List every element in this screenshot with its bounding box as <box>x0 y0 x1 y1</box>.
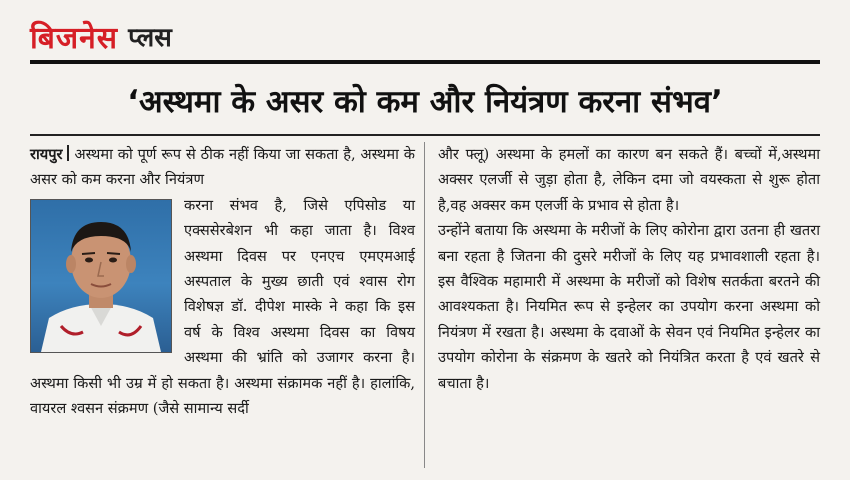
article-right-column <box>438 142 820 396</box>
paragraph-continuation: और फ्लू) अस्थमा के हमलों का कारण बन सकते हैं। बच्चों में,अस्थमा अक्सर एलर्जी से जुड़ा होता है, लेकिन दमा जो वयस्कता से शुरू होता है,वह अक्सर कम एलर्जी के प्रभाव से होता है। <box>438 146 820 214</box>
section-name-black: प्लस <box>128 23 172 53</box>
headline: ‘अस्थमा के असर को कम और नियंत्रण करना संभव’ <box>127 84 723 120</box>
section-header <box>30 10 820 62</box>
dateline-separator <box>67 145 69 161</box>
dateline: रायपुर <box>30 146 63 163</box>
section-rule <box>30 60 820 64</box>
left-body-text: करना संभव है, जिसे एपिसोड या एक्ससेरबेशन भी कहा जाता है। विश्व अस्थमा दिवस पर एनएच एमएमआई अस्पताल के मुख्य छाती एवं श्वास रोग विशेषज्ञ डॉ. दीपेश मास्के ने कहा कि इस वर्ष के विश्व अस्थमा दिवस का विषय अस्थमा की भ्रांति को उजागर करना है। अस्थमा किसी भी उम्र में हो सकता है। अस्थमा संक्रामक नहीं है। हालांकि, वायरल श्वसन संक्रमण (जैसे सामान्य सर्दी <box>30 196 415 418</box>
lead-text: अस्थमा को पूर्ण रूप से ठीक नहीं किया जा सकता है, अस्थमा के असर को कम करना और नियंत्रण <box>30 146 415 189</box>
section-name-red: बिजनेस <box>30 20 119 56</box>
column-divider <box>424 142 425 468</box>
article-left-column <box>30 142 415 421</box>
paragraph-quote: उन्होंने बताया कि अस्थमा के मरीजों के लिए कोरोना द्वारा उतना ही खतरा बना रहता है जितना की दुसरे मरीजों के लिए यह प्रभावशाली रहता है। इस वैश्विक महामारी में अस्थमा के मरीजों को विशेष सतर्कता बरतने की आवश्यकता है। नियमित रूप से इन्हेलर का उपयोग करना अस्थमा को नियंत्रण में रखता है। अस्थमा के दवाओं के सेवन एवं नियमित इन्हेलर का उपयोग कोरोना के संक्रमण के खतरे को नियंत्रित करता है एवं खतरे से बचाता है। <box>438 222 820 392</box>
portrait-illustration <box>31 200 171 352</box>
doctor-photo <box>30 199 172 353</box>
headline-rule <box>30 134 820 136</box>
